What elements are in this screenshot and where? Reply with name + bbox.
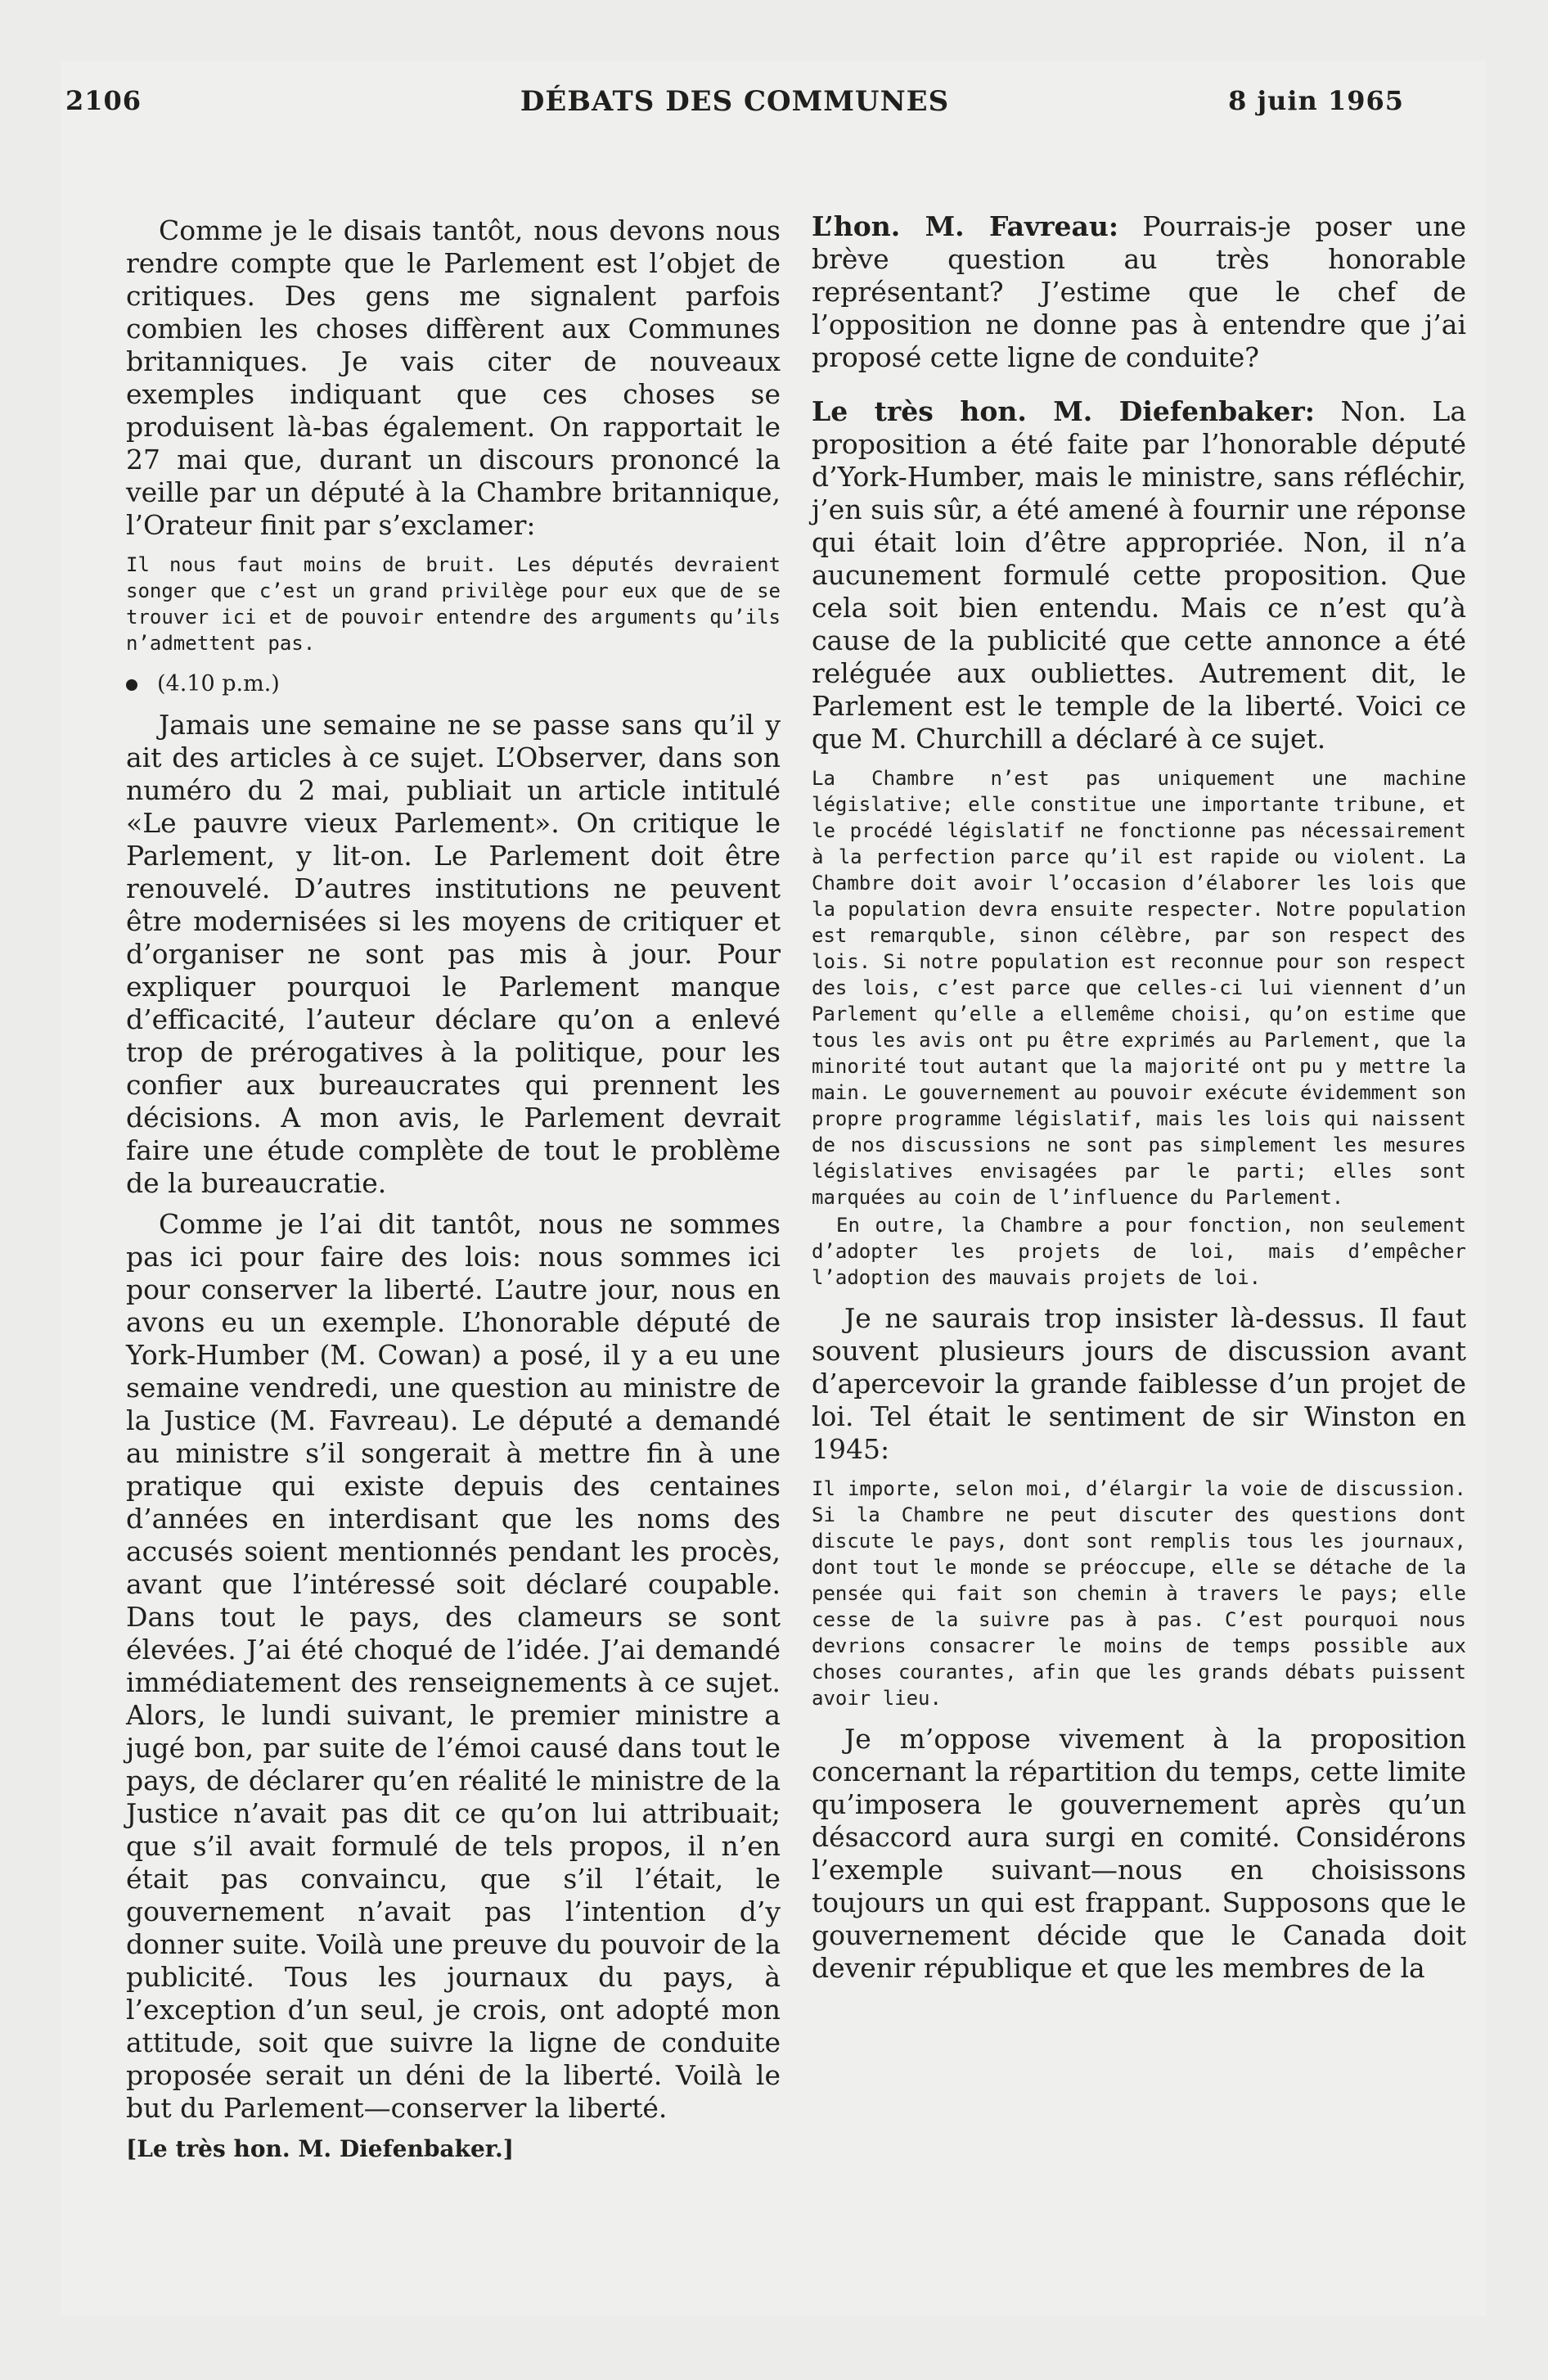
publication-title: DÉBATS DES COMMUNES [520,85,950,118]
paragraph: Comme je l’ai dit tantôt, nous ne sommes pas ici pour faire des lois: nous sommes ici pour conserver la liberté. L’autre jour, nous en avons eu un exemple. L’honorable député de York-Humber (M. Cowan) a posé, il y a eu une semaine vendredi, une question au ministre de la Justice (M. Favreau). Le député a demandé au ministre s’il songerait à mettre fin à une pratique qui existe depuis des centaines d’années en interdisant que les noms des accusés soient mentionnés pendant les procès, avant que l’intéressé soit déclaré coupable. Dans tout le pays, des clameurs se sont élevées. J’ai été choqué de l’idée. J’ai demandé immédiatement des renseignements à ce sujet. Alors, le lundi suivant, le premier ministre a jugé bon, par suite de l’émoi causé dans tout le pays, de déclarer qu’en réalité le ministre de la Justice n’avait pas dit ce qu’on lui attribuait; que s’il avait formulé de tels propos, il n’en était pas convaincu, que s’il l’était, le gouvernement n’avait pas l’intention d’y donner suite. Voilà une preuve du pouvoir de la publicité. Tous les journaux du pays, à l’exception d’un seul, je crois, ont adopté mon attitude, soit que suivre la ligne de conduite proposée serait un déni de la liberté. Voilà le but du Parlement—conserver la liberté. [126,1208,781,2124]
paragraph: Je ne saurais trop insister là-dessus. Il faut souvent plusieurs jours de discussion avant d’apercevoir la grande faiblesse d’un projet de loi. Tel était le sentiment de sir Winston en 1945: [812,1302,1466,1465]
speaker-attribution: [Le très hon. M. Diefenbaker.] [126,2135,514,2162]
block-quote [812,765,1466,1291]
bullet-icon [126,679,137,691]
speech [812,210,1466,374]
speech-text: Non. La proposition a été faite par l’honorable député d’York-Humber, mais le ministre, sans réfléchir, j’en suis sûr, a été amené à fournir une réponse qui était loin d’être appropriée. Non, il n’a aucunement formulé cette proposition. Que cela soit bien entendu. Mais ce n’est qu’à cause de la publicité que cette annonce a été reléguée aux oubliettes. Autrement dit, le Parlement est le temple de la liberté. Voici ce que M. Churchill a déclaré à ce sujet. [812,395,1466,755]
block-quote [126,552,781,656]
paragraph: Je m’oppose vivement à la proposition concernant la répartition du temps, cette limite qu’imposera le gouvernement après qu’un désaccord aura surgi en comité. Considérons l’exemple suivant—nous en choisissons toujours un qui est frappant. Supposons que le gouvernement décide que le Canada doit devenir république et que les membres de la [812,1723,1466,1984]
quote-text: Il nous faut moins de bruit. Les députés devraient songer que c’est un grand privilège pour eux que de se trouver ici et de pouvoir entendre des arguments qu’ils n’admettent pas. [126,553,781,655]
timestamp-text: (4.10 p.m.) [157,671,280,696]
timestamp [126,668,781,701]
page-date: 8 juin 1965 [1228,85,1404,116]
page-header [65,85,1404,134]
speaker-name: Le très hon. M. Diefenbaker: [812,395,1315,427]
speaker-name: L’hon. M. Favreau: [812,210,1119,242]
page-number: 2106 [65,85,142,116]
speech [812,395,1466,755]
speech-text: Pourrais-je poser une brève question au très honorable représentant? J’estime que le chef de l’opposition ne donne pas à entendre que j’ai proposé cette ligne de conduite? [812,210,1466,373]
right-column [812,210,1466,1985]
quote-text: Il importe, selon moi, d’élargir la voie de discussion. Si la Chambre ne peut discuter des questions dont discute le pays, dont sont remplis tous les journaux, dont tout le monde se préoccupe, elle se détache de la pensée qui fait son chemin à travers le pays; elle cesse de la suivre pas à pas. C’est pourquoi nous devrions consacrer le moins de temps possible aux choses courantes, afin que les grands débats puissent avoir lieu. [812,1477,1466,1710]
paragraph: Comme je le disais tantôt, nous devons nous rendre compte que le Parlement est l’objet de critiques. Des gens me signalent parfois combien les choses diffèrent aux Communes britanniques. Je vais citer de nouveaux exemples indiquant que ces choses se produisent là-bas également. On rapportait le 27 mai que, durant un discours prononcé la veille par un député à la Chambre britannique, l’Orateur finit par s’exclamer: [126,214,781,541]
quote-text: La Chambre n’est pas uniquement une machine législative; elle constitue une importante tribune, et le procédé législatif ne fonctionne pas nécessairement à la perfection parce qu’il est rapide ou violent. La Chambre doit avoir l’occasion d’élaborer les lois que la population devra ensuite respecter. Notre population est remarquble, sinon célèbre, par son respect des lois. Si notre population est reconnue pour son respect des lois, c’est parce que celles-ci lui viennent d’un Parlement qu’elle a ellemême choisi, qu’on estime que tous les avis ont pu être exprimés au Parlement, que la minorité tout autant que la majorité ont pu y mettre la main. Le gouvernement au pouvoir exécute évidemment son propre programme législatif, mais les lois qui naissent de nos discussions ne sont pas simplement les mesures législatives envisagées par le parti; elles sont marquées au coin de l’influence du Parlement. [812,767,1466,1209]
quote-text: En outre, la Chambre a pour fonction, non seulement d’adopter les projets de loi, mais d’empêcher l’adoption des mauvais projets de loi. [812,1214,1466,1289]
block-quote [812,1476,1466,1711]
paragraph: Jamais une semaine ne se passe sans qu’il y ait des articles à ce sujet. L’Observer, dans son numéro du 2 mai, publiait un article intitulé «Le pauvre vieux Parlement». On critique le Parlement, y lit-on. Le Parlement doit être renouvelé. D’autres institutions ne peuvent être modernisées si les moyens de critiquer et d’organiser ne sont pas mis à jour. Pour expliquer pourquoi le Parlement manque d’efficacité, l’auteur déclare qu’on a enlevé trop de prérogatives à la politique, pour les confier aux bureaucrates qui prennent les décisions. A mon avis, le Parlement devrait faire une étude complète de tout le problème de la bureaucratie. [126,709,781,1199]
left-column [126,214,781,2166]
